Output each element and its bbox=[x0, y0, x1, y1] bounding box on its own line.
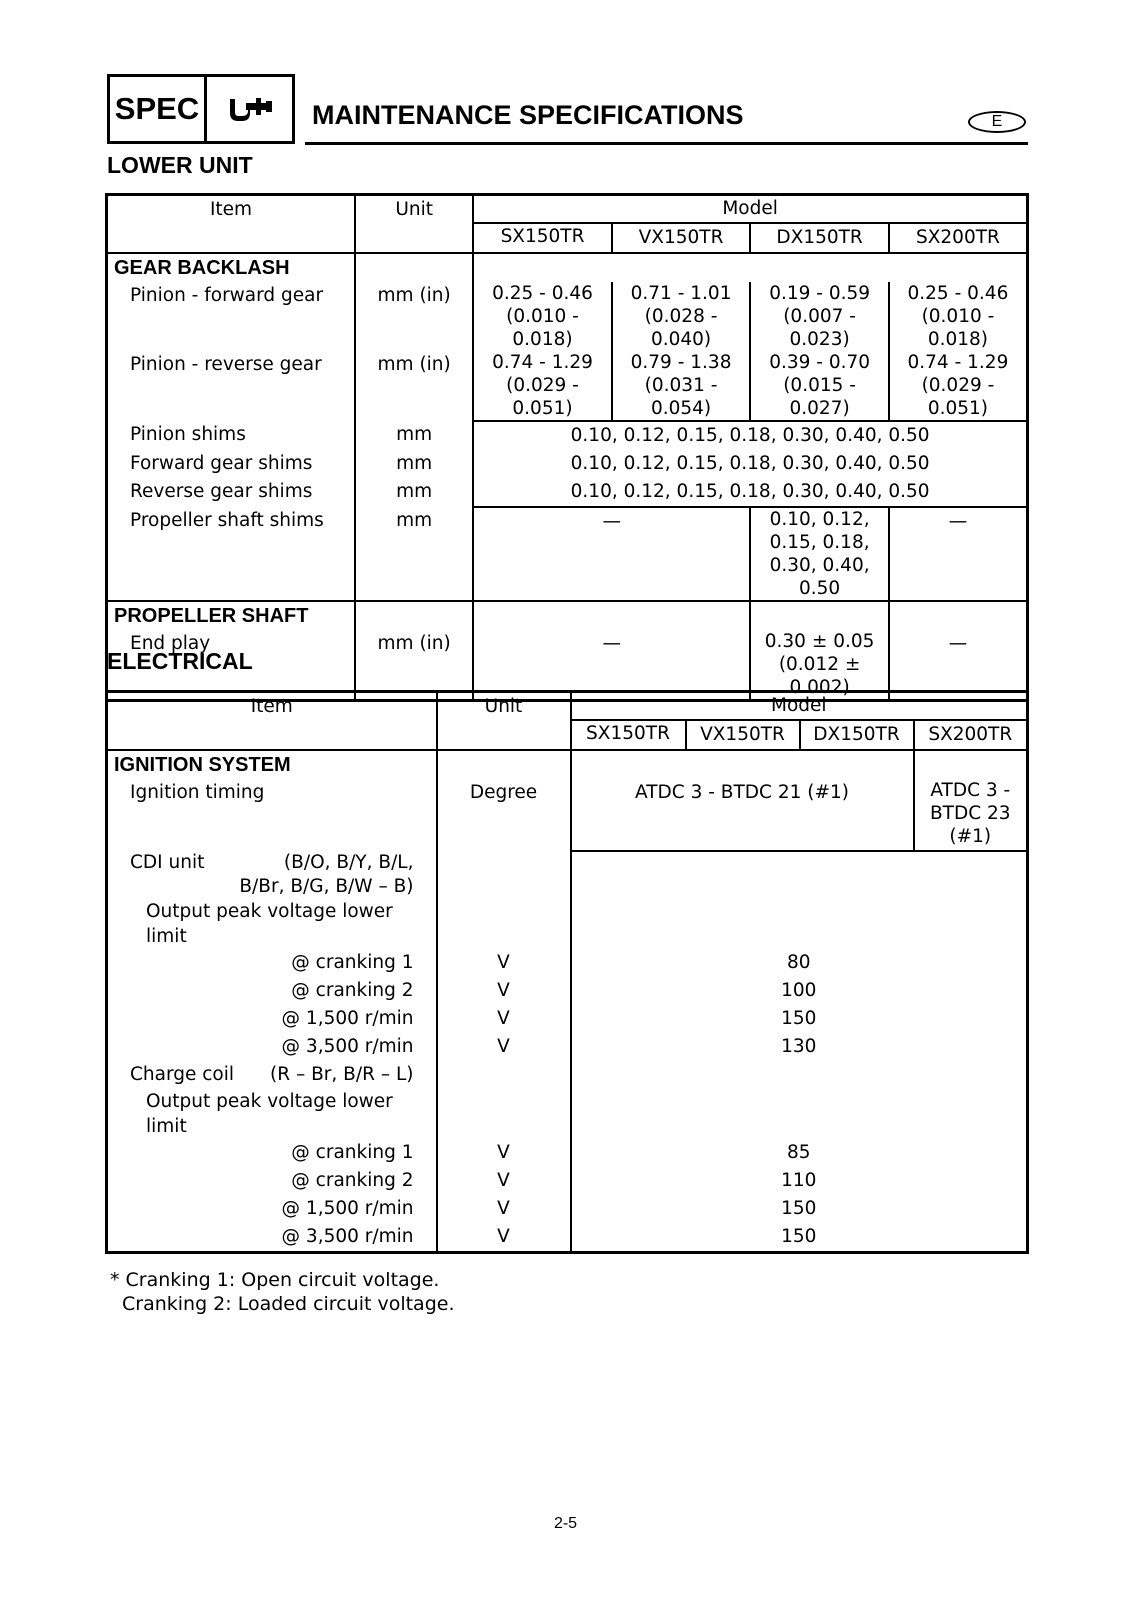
footnote bbox=[110, 1268, 455, 1316]
cell-cdi-1500: 150 bbox=[571, 1005, 1028, 1033]
electrical-table bbox=[105, 690, 1029, 1254]
row-unit-charge-3500: V bbox=[437, 1223, 571, 1253]
col-header-model-sx150tr: SX150TR bbox=[571, 720, 686, 750]
footnote-line-2: Cranking 2: Loaded circuit voltage. bbox=[122, 1293, 455, 1315]
row-label-ignition-timing: Ignition timing bbox=[130, 782, 265, 803]
row-unit-charge-cranking-1: V bbox=[437, 1139, 571, 1167]
cell-pinion-reverse-sx150tr: 0.74 - 1.29 (0.029 - 0.051) bbox=[473, 351, 612, 421]
col-header-unit: Unit bbox=[355, 195, 473, 254]
cell-propeller-shims-dx150tr: 0.10, 0.12, 0.15, 0.18, 0.30, 0.40, 0.50 bbox=[750, 507, 889, 601]
row-label-propeller-shaft-shims: Propeller shaft shims bbox=[107, 507, 356, 601]
col-header-model-sx200tr: SX200TR bbox=[914, 720, 1028, 750]
row-unit-end-play: mm (in) bbox=[355, 630, 473, 701]
row-label-pinion-reverse: Pinion - reverse gear bbox=[130, 354, 322, 375]
col-header-model-sx150tr: SX150TR bbox=[473, 223, 612, 253]
title-rule bbox=[305, 142, 1028, 145]
col-header-model-dx150tr: DX150TR bbox=[750, 223, 889, 253]
row-label-charge-cranking-2: @ cranking 2 bbox=[291, 1170, 414, 1191]
cell-cdi-3500: 130 bbox=[571, 1033, 1028, 1061]
cell-ignition-timing-main: ATDC 3 - BTDC 21 (#1) bbox=[571, 779, 914, 851]
cell-cdi-cranking-2: 100 bbox=[571, 977, 1028, 1005]
row-unit-propeller-shaft-shims: mm bbox=[355, 507, 473, 601]
section-heading-lower-unit: LOWER UNIT bbox=[107, 152, 253, 178]
row-label-cdi-1500: @ 1,500 r/min bbox=[281, 1008, 414, 1029]
row-unit-cdi-cranking-1: V bbox=[437, 949, 571, 977]
category-gear-backlash: GEAR BACKLASH bbox=[114, 257, 290, 279]
row-unit-charge-cranking-2: V bbox=[437, 1167, 571, 1195]
row-label-forward-gear-shims: Forward gear shims bbox=[130, 453, 313, 474]
cell-pinion-reverse-vx150tr: 0.79 - 1.38 (0.031 - 0.054) bbox=[612, 351, 751, 421]
row-label-charge-coil: Charge coil (R – Br, B/R – L) bbox=[130, 1064, 414, 1085]
col-header-model: Model bbox=[571, 692, 1028, 721]
cell-pinion-forward-dx150tr: 0.19 - 0.59 (0.007 - 0.023) bbox=[750, 282, 889, 351]
cell-end-play-dx150tr: 0.30 ± 0.05 (0.012 ± 0.002) bbox=[750, 630, 889, 701]
row-unit-reverse-gear-shims: mm bbox=[355, 478, 473, 507]
row-label-charge-1500: @ 1,500 r/min bbox=[281, 1198, 414, 1219]
col-header-model-sx200tr: SX200TR bbox=[889, 223, 1028, 253]
row-label-cdi-cranking-1: @ cranking 1 bbox=[291, 952, 414, 973]
cell-charge-cranking-2: 110 bbox=[571, 1167, 1028, 1195]
col-header-model-dx150tr: DX150TR bbox=[800, 720, 914, 750]
cell-pinion-forward-vx150tr: 0.71 - 1.01 (0.028 - 0.040) bbox=[612, 282, 751, 351]
row-unit-pinion-forward: mm (in) bbox=[355, 282, 473, 351]
col-header-model: Model bbox=[473, 195, 1027, 224]
col-header-item: Item bbox=[107, 195, 356, 254]
col-header-model-vx150tr: VX150TR bbox=[612, 223, 751, 253]
cell-end-play-left: — bbox=[473, 630, 750, 701]
row-label-reverse-gear-shims: Reverse gear shims bbox=[130, 481, 313, 502]
category-ignition-system: IGNITION SYSTEM bbox=[114, 754, 291, 776]
row-label-cdi-3500: @ 3,500 r/min bbox=[281, 1036, 414, 1057]
row-unit-cdi-cranking-2: V bbox=[437, 977, 571, 1005]
page-title: MAINTENANCE SPECIFICATIONS bbox=[312, 100, 744, 130]
row-unit-ignition-timing: Degree bbox=[437, 779, 571, 851]
row-unit-charge-1500: V bbox=[437, 1195, 571, 1223]
spec-label: SPEC bbox=[110, 77, 207, 141]
row-label-pinion-shims: Pinion shims bbox=[130, 424, 246, 445]
spec-badge bbox=[107, 74, 295, 144]
col-header-item: Item bbox=[107, 692, 437, 751]
page-number: 2-5 bbox=[553, 1515, 578, 1532]
cell-ignition-timing-sx200tr: ATDC 3 - BTDC 23 (#1) bbox=[914, 779, 1028, 851]
col-header-unit: Unit bbox=[437, 692, 571, 751]
cell-charge-1500: 150 bbox=[571, 1195, 1028, 1223]
row-label-charge-output: Output peak voltage lower limit bbox=[146, 1091, 393, 1137]
row-label-cdi-unit: CDI unit (B/O, B/Y, B/L, B/Br, B/G, B/W – B) bbox=[130, 852, 414, 897]
cell-propeller-shims-sx200tr: — bbox=[889, 507, 1028, 601]
row-label-end-play: End play bbox=[130, 633, 211, 654]
cell-end-play-sx200tr: — bbox=[889, 630, 1028, 701]
cell-propeller-shims-left: — bbox=[473, 507, 750, 601]
col-header-model-vx150tr: VX150TR bbox=[686, 720, 800, 750]
cell-charge-3500: 150 bbox=[571, 1223, 1028, 1253]
cell-pinion-shims: 0.10, 0.12, 0.15, 0.18, 0.30, 0.40, 0.50 bbox=[473, 421, 1027, 450]
row-unit-cdi-3500: V bbox=[437, 1033, 571, 1061]
cell-charge-cranking-1: 85 bbox=[571, 1139, 1028, 1167]
cell-pinion-reverse-sx200tr: 0.74 - 1.29 (0.029 - 0.051) bbox=[889, 351, 1028, 421]
row-label-pinion-forward: Pinion - forward gear bbox=[130, 285, 324, 306]
cell-forward-gear-shims: 0.10, 0.12, 0.15, 0.18, 0.30, 0.40, 0.50 bbox=[473, 450, 1027, 478]
row-label-cdi-output: Output peak voltage lower limit bbox=[146, 901, 393, 947]
row-label-charge-3500: @ 3,500 r/min bbox=[281, 1226, 414, 1247]
row-unit-pinion-reverse: mm (in) bbox=[355, 351, 473, 421]
cell-pinion-reverse-dx150tr: 0.39 - 0.70 (0.015 - 0.027) bbox=[750, 351, 889, 421]
cell-pinion-forward-sx150tr: 0.25 - 0.46 (0.010 - 0.018) bbox=[473, 282, 612, 351]
lower-unit-table bbox=[105, 193, 1029, 702]
row-label-charge-cranking-1: @ cranking 1 bbox=[291, 1142, 414, 1163]
row-unit-forward-gear-shims: mm bbox=[355, 450, 473, 478]
section-heading-electrical: ELECTRICAL bbox=[107, 648, 253, 674]
wrench-icon bbox=[207, 77, 292, 141]
cell-reverse-gear-shims: 0.10, 0.12, 0.15, 0.18, 0.30, 0.40, 0.50 bbox=[473, 478, 1027, 507]
row-label-cdi-cranking-2: @ cranking 2 bbox=[291, 980, 414, 1001]
row-unit-pinion-shims: mm bbox=[355, 421, 473, 450]
footnote-line-1: * Cranking 1: Open circuit voltage. bbox=[110, 1269, 440, 1291]
row-unit-cdi-1500: V bbox=[437, 1005, 571, 1033]
cell-pinion-forward-sx200tr: 0.25 - 0.46 (0.010 - 0.018) bbox=[889, 282, 1028, 351]
language-badge: E bbox=[968, 111, 1026, 133]
cell-cdi-cranking-1: 80 bbox=[571, 949, 1028, 977]
category-propeller-shaft: PROPELLER SHAFT bbox=[114, 605, 309, 627]
